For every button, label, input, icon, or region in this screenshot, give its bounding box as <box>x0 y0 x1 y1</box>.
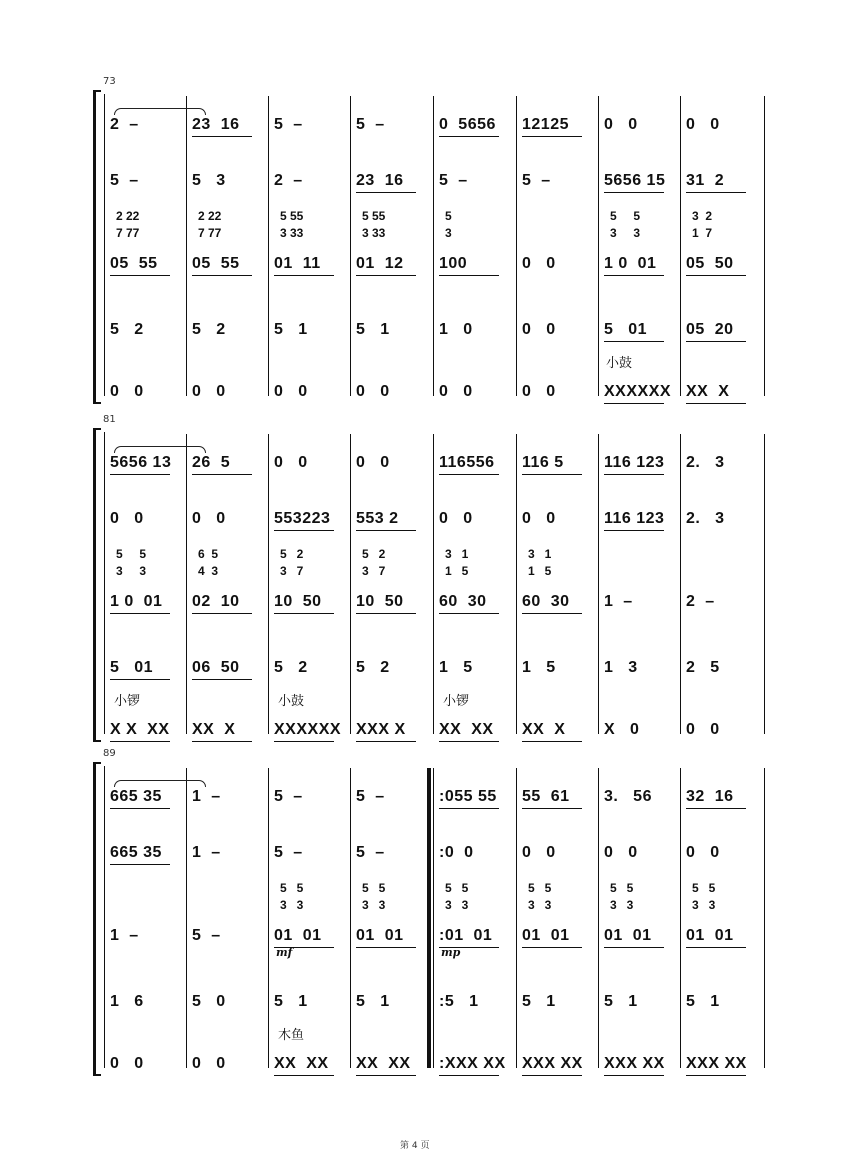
chord-stack: 5 5 3 3 <box>116 547 147 578</box>
note-cell: XXX XX <box>604 1055 665 1072</box>
note-cell: :0 0 <box>439 844 474 861</box>
barline <box>186 96 187 396</box>
beam-line <box>356 1075 416 1076</box>
beam-line <box>274 530 334 531</box>
note-cell: 01 01 <box>522 927 570 944</box>
note-cell: 05 55 <box>192 255 240 272</box>
note-cell: 60 30 <box>522 593 570 610</box>
note-cell: 5 1 <box>522 993 556 1010</box>
barline <box>268 434 269 734</box>
barline <box>598 96 599 396</box>
system-start-line <box>104 94 105 396</box>
note-cell: 01 01 <box>686 927 734 944</box>
note-cell: 5 1 <box>686 993 720 1010</box>
barline <box>433 768 434 1068</box>
beam-line <box>522 613 582 614</box>
note-cell: XX X <box>686 383 730 400</box>
barline <box>516 768 517 1068</box>
note-cell: XX X <box>522 721 566 738</box>
beam-line <box>274 275 334 276</box>
beam-line <box>604 192 664 193</box>
beam-line <box>110 864 170 865</box>
beam-line <box>110 613 170 614</box>
note-cell: 5 1 <box>604 993 638 1010</box>
note-cell: 0 0 <box>522 255 556 272</box>
beam-line <box>604 474 664 475</box>
note-cell: XX XX <box>439 721 494 738</box>
beam-line <box>274 1075 334 1076</box>
beam-line <box>192 741 252 742</box>
note-cell: 116 123 <box>604 454 665 471</box>
note-cell: 0 0 <box>192 383 226 400</box>
note-cell: 0 5656 <box>439 116 496 133</box>
note-cell: 5 0 <box>192 993 226 1010</box>
beam-line <box>686 275 746 276</box>
note-cell: 02 10 <box>192 593 240 610</box>
note-cell: 0 0 <box>356 383 390 400</box>
chord-stack: 6 5 4 3 <box>198 547 219 578</box>
note-cell: XX X <box>192 721 236 738</box>
barline <box>764 434 765 734</box>
note-cell: 5 – <box>356 844 385 861</box>
beam-line <box>356 192 416 193</box>
chord-stack: 2 22 7 77 <box>116 209 140 240</box>
beam-line <box>192 136 252 137</box>
beam-line <box>686 947 746 948</box>
note-cell: 100 <box>439 255 468 272</box>
note-cell: 5 2 <box>110 321 144 338</box>
note-cell: 0 0 <box>522 510 556 527</box>
note-cell: 55 61 <box>522 788 570 805</box>
note-cell: :055 55 <box>439 788 497 805</box>
note-cell: 0 0 <box>274 383 308 400</box>
barline <box>186 434 187 734</box>
note-cell: 0 0 <box>192 510 226 527</box>
chord-stack: 5 5 3 3 <box>610 881 634 912</box>
note-cell: 5 – <box>274 844 303 861</box>
note-cell: 01 01 <box>604 927 652 944</box>
note-cell: 01 11 <box>274 255 321 272</box>
note-cell: 60 30 <box>439 593 487 610</box>
beam-line <box>686 341 746 342</box>
chord-stack: 5 2 3 7 <box>362 547 386 578</box>
measure-number: 89 <box>103 748 116 759</box>
note-cell: 10 50 <box>356 593 404 610</box>
note-cell: 01 01 <box>274 927 322 944</box>
note-cell: 5 – <box>192 927 221 944</box>
chord-stack: 3 1 1 5 <box>528 547 552 578</box>
note-cell: 1 6 <box>110 993 144 1010</box>
note-cell: 1 – <box>110 927 139 944</box>
beam-line <box>686 1075 746 1076</box>
barline <box>764 768 765 1068</box>
note-cell: 0 0 <box>522 321 556 338</box>
note-cell: 3. 56 <box>604 788 652 805</box>
note-cell: 0 0 <box>686 844 720 861</box>
note-cell: XXX X <box>356 721 406 738</box>
note-cell: 0 0 <box>439 510 473 527</box>
chord-stack: 5 5 3 3 <box>362 881 386 912</box>
note-cell: 2 – <box>110 116 139 133</box>
note-cell: 26 5 <box>192 454 231 471</box>
note-cell: 0 0 <box>439 383 473 400</box>
barline <box>268 96 269 396</box>
beam-line <box>439 808 499 809</box>
measure-number: 81 <box>103 414 116 425</box>
note-cell: 5 01 <box>110 659 154 676</box>
note-cell: 31 2 <box>686 172 725 189</box>
note-cell: 5 1 <box>274 993 308 1010</box>
beam-line <box>110 741 170 742</box>
dynamic-marking: mp <box>441 946 461 959</box>
note-cell: 1 0 01 <box>604 255 657 272</box>
note-cell: 5 – <box>110 172 139 189</box>
note-cell: 5 1 <box>356 321 390 338</box>
chord-stack: 5 5 3 3 <box>445 881 469 912</box>
note-cell: 553 2 <box>356 510 399 527</box>
note-cell: 5 01 <box>604 321 648 338</box>
system-bracket <box>93 428 101 742</box>
note-cell: XXXXXX <box>604 383 672 400</box>
note-cell: 1 0 <box>439 321 473 338</box>
beam-line <box>356 613 416 614</box>
note-cell: 1 – <box>192 844 221 861</box>
tie-arc <box>114 108 206 115</box>
note-cell: 5 – <box>439 172 468 189</box>
note-cell: :01 01 <box>439 927 493 944</box>
beam-line <box>604 1075 664 1076</box>
barline <box>268 768 269 1068</box>
note-cell: 2 – <box>274 172 303 189</box>
note-cell: 0 0 <box>356 454 390 471</box>
chord-stack: 5 5 3 3 <box>528 881 552 912</box>
barline <box>598 434 599 734</box>
measure-number: 73 <box>103 76 116 87</box>
barline <box>433 96 434 396</box>
note-cell: 665 35 <box>110 788 162 805</box>
beam-line <box>522 136 582 137</box>
barline <box>680 96 681 396</box>
repeat-barline <box>427 768 431 1068</box>
system-start-line <box>104 432 105 734</box>
beam-line <box>439 741 499 742</box>
system-bracket <box>93 762 101 1076</box>
barline <box>350 434 351 734</box>
beam-line <box>604 947 664 948</box>
note-cell: 23 16 <box>356 172 404 189</box>
note-cell: 5 – <box>522 172 551 189</box>
note-cell: 0 0 <box>604 844 638 861</box>
page-footer: 第 4 页 <box>400 1141 430 1151</box>
beam-line <box>439 613 499 614</box>
chord-stack: 3 2 1 7 <box>692 209 713 240</box>
note-cell: 2. 3 <box>686 454 725 471</box>
barline <box>350 768 351 1068</box>
note-cell: 0 0 <box>110 383 144 400</box>
barline <box>764 96 765 396</box>
note-cell: XXXXXX <box>274 721 342 738</box>
note-cell: 1 5 <box>439 659 473 676</box>
beam-line <box>439 947 499 948</box>
note-cell: 0 0 <box>274 454 308 471</box>
beam-line <box>604 530 664 531</box>
note-cell: 0 0 <box>522 844 556 861</box>
note-cell: X 0 <box>604 721 640 738</box>
note-cell: 01 01 <box>356 927 404 944</box>
chord-stack: 5 2 3 7 <box>280 547 304 578</box>
note-cell: 5 2 <box>192 321 226 338</box>
note-cell: 10 50 <box>274 593 322 610</box>
note-cell: 116 5 <box>522 454 564 471</box>
note-cell: 5 2 <box>274 659 308 676</box>
note-cell: 0 0 <box>192 1055 226 1072</box>
beam-line <box>604 341 664 342</box>
note-cell: 116 123 <box>604 510 665 527</box>
barline <box>516 96 517 396</box>
beam-line <box>522 474 582 475</box>
beam-line <box>439 275 499 276</box>
note-cell: 5 1 <box>356 993 390 1010</box>
note-cell: 0 0 <box>604 116 638 133</box>
tie-arc <box>114 780 206 787</box>
note-cell: 1 3 <box>604 659 638 676</box>
note-cell: 5 3 <box>192 172 226 189</box>
note-cell: XXX XX <box>522 1055 583 1072</box>
beam-line <box>604 403 664 404</box>
system-start-line <box>104 766 105 1068</box>
beam-line <box>192 613 252 614</box>
note-cell: 05 20 <box>686 321 734 338</box>
note-cell: 0 0 <box>110 1055 144 1072</box>
note-cell: 5656 13 <box>110 454 172 471</box>
barline <box>516 434 517 734</box>
barline <box>680 768 681 1068</box>
beam-line <box>522 1075 582 1076</box>
note-cell: :5 1 <box>439 993 479 1010</box>
note-cell: XX XX <box>356 1055 411 1072</box>
chord-stack: 5 5 3 3 <box>280 881 304 912</box>
note-cell: 1 – <box>192 788 221 805</box>
beam-line <box>110 474 170 475</box>
system-bracket <box>93 90 101 404</box>
note-cell: 665 35 <box>110 844 162 861</box>
beam-line <box>439 474 499 475</box>
note-cell: 1 0 01 <box>110 593 163 610</box>
percussion-label: 小鼓 <box>606 356 633 371</box>
beam-line <box>686 808 746 809</box>
note-cell: 0 0 <box>110 510 144 527</box>
note-cell: 116556 <box>439 454 495 471</box>
dynamic-marking: mf <box>276 946 293 959</box>
note-cell: 5 – <box>356 788 385 805</box>
beam-line <box>522 808 582 809</box>
beam-line <box>110 679 170 680</box>
note-cell: 05 55 <box>110 255 158 272</box>
note-cell: 2 5 <box>686 659 720 676</box>
barline <box>680 434 681 734</box>
barline <box>433 434 434 734</box>
beam-line <box>274 613 334 614</box>
tie-arc <box>114 446 206 453</box>
chord-stack: 5 5 3 3 <box>692 881 716 912</box>
beam-line <box>192 474 252 475</box>
beam-line <box>356 741 416 742</box>
beam-line <box>356 275 416 276</box>
note-cell: 06 50 <box>192 659 240 676</box>
percussion-label: 小鼓 <box>278 694 305 709</box>
note-cell: 5656 15 <box>604 172 666 189</box>
beam-line <box>439 136 499 137</box>
note-cell: 5 1 <box>274 321 308 338</box>
beam-line <box>356 947 416 948</box>
beam-line <box>356 530 416 531</box>
barline <box>350 96 351 396</box>
chord-stack: 3 1 1 5 <box>445 547 469 578</box>
beam-line <box>110 275 170 276</box>
beam-line <box>274 947 334 948</box>
note-cell: 0 0 <box>522 383 556 400</box>
beam-line <box>686 403 746 404</box>
percussion-label: 小锣 <box>114 694 141 709</box>
beam-line <box>522 947 582 948</box>
beam-line <box>439 1075 499 1076</box>
note-cell: 2. 3 <box>686 510 725 527</box>
note-cell: 5 2 <box>356 659 390 676</box>
beam-line <box>192 679 252 680</box>
beam-line <box>522 741 582 742</box>
chord-stack: 5 5 3 3 <box>610 209 641 240</box>
percussion-label: 小锣 <box>443 694 470 709</box>
barline <box>186 768 187 1068</box>
note-cell: 23 16 <box>192 116 240 133</box>
note-cell: 05 50 <box>686 255 734 272</box>
chord-stack: 5 55 3 33 <box>280 209 304 240</box>
note-cell: 1 – <box>604 593 633 610</box>
note-cell: 32 16 <box>686 788 734 805</box>
note-cell: XXX XX <box>686 1055 747 1072</box>
percussion-label: 木鱼 <box>278 1028 305 1043</box>
note-cell: :XXX XX <box>439 1055 506 1072</box>
note-cell: 01 12 <box>356 255 404 272</box>
beam-line <box>192 275 252 276</box>
note-cell: 0 0 <box>686 721 720 738</box>
beam-line <box>686 192 746 193</box>
chord-stack: 5 3 <box>445 209 452 240</box>
note-cell: 5 – <box>274 116 303 133</box>
note-cell: 553223 <box>274 510 331 527</box>
note-cell: 5 – <box>274 788 303 805</box>
beam-line <box>274 741 334 742</box>
note-cell: 5 – <box>356 116 385 133</box>
beam-line <box>604 275 664 276</box>
beam-line <box>110 808 170 809</box>
chord-stack: 5 55 3 33 <box>362 209 386 240</box>
note-cell: 12125 <box>522 116 569 133</box>
note-cell: 0 0 <box>686 116 720 133</box>
note-cell: XX XX <box>274 1055 329 1072</box>
note-cell: 2 – <box>686 593 715 610</box>
note-cell: X X XX <box>110 721 170 738</box>
chord-stack: 2 22 7 77 <box>198 209 222 240</box>
barline <box>598 768 599 1068</box>
note-cell: 1 5 <box>522 659 556 676</box>
